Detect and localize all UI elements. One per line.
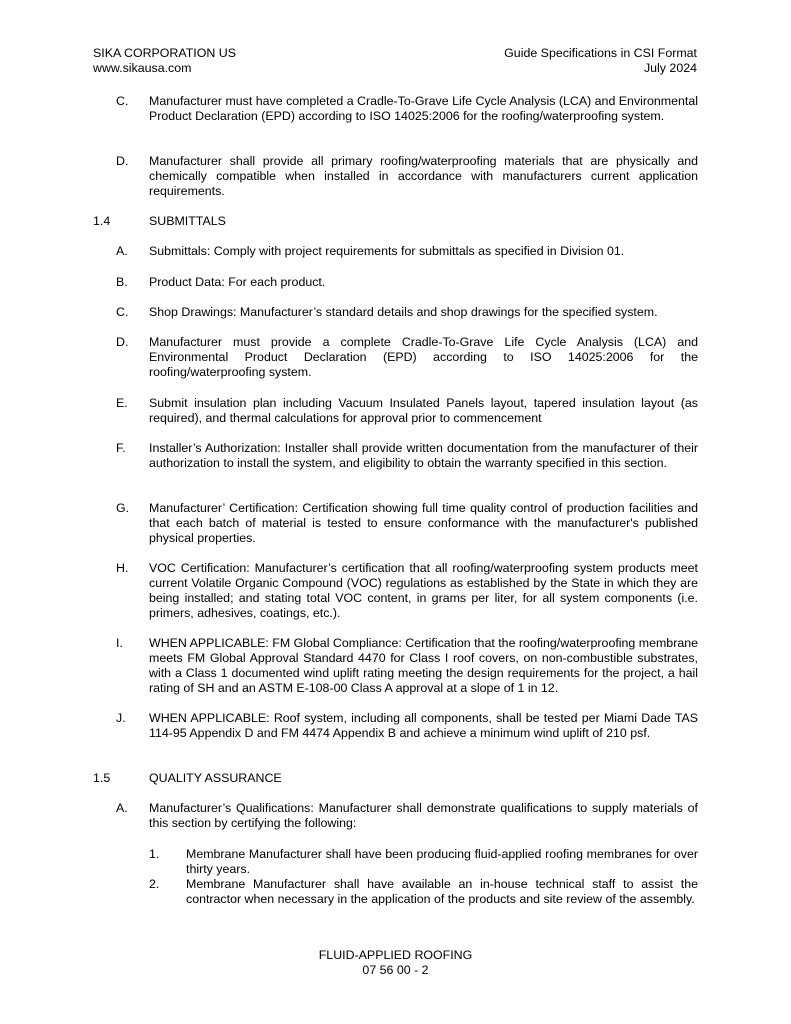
list-item-label: E. xyxy=(116,396,128,410)
list-item xyxy=(116,501,698,546)
list-item-label: A. xyxy=(116,244,128,258)
list-item xyxy=(116,801,698,831)
list-item xyxy=(116,335,698,380)
section-title: QUALITY ASSURANCE xyxy=(149,771,282,785)
sub-list-item-label: 1. xyxy=(149,847,160,861)
footer-page-number: 07 56 00 - 2 xyxy=(362,963,429,977)
list-item xyxy=(116,396,698,426)
list-item-label: B. xyxy=(116,275,128,289)
section-number: 1.4 xyxy=(93,214,111,228)
list-item-text: Submit insulation plan including Vacuum Insulated Panels layout, tapered insulation layout (as required), and thermal calculations for approval prior to commencement xyxy=(149,396,698,425)
list-item-text: Product Data: For each product. xyxy=(149,275,326,289)
list-item-text: Manufacturer shall provide all primary roofing/waterproofing materials that are physically and chemically compatible when installed in accordance with manufacturers current application requirements. xyxy=(149,154,698,198)
list-item-label: C. xyxy=(116,94,129,108)
list-item-text: VOC Certification: Manufacturer’s certification that all roofing/waterproofing system products meet current Volatile Organic Compound (VOC) regulations as established by the State in which they are being installed; and stating total VOC content, in grams per liter, for all system components (i.e. primers, adhesives, coatings, etc.). xyxy=(149,561,698,620)
list-item-label: H. xyxy=(116,561,129,575)
list-item xyxy=(116,711,698,741)
list-item xyxy=(116,305,698,320)
document-type: Guide Specifications in CSI Format xyxy=(504,46,697,60)
company-name: SIKA CORPORATION US xyxy=(93,46,236,60)
list-item-text: Shop Drawings: Manufacturer’s standard details and shop drawings for the specified system. xyxy=(149,305,658,319)
header-left xyxy=(93,46,236,76)
company-website: www.sikausa.com xyxy=(93,61,192,75)
list-item-label: C. xyxy=(116,305,129,319)
list-item-text: Installer’s Authorization: Installer shall provide written documentation from the manufacturer of their authorization to install the system, and eligibility to obtain the warranty specified in this section. xyxy=(149,441,698,470)
list-item-text: WHEN APPLICABLE: FM Global Compliance: Certification that the roofing/waterproofing membrane meets FM Global Approval Standard 4470 for Class I roof covers, on non-combustible substrates, with a Class 1 documented wind uplift rating meeting the design requirements for the project, a hail rating of SH and an ASTM E-108-00 Class A approval at a slope of 1 in 12. xyxy=(149,636,698,695)
list-item-text: Manufacturer must provide a complete Cradle-To-Grave Life Cycle Analysis (LCA) and Environmental Product Declaration (EPD) according to ISO 14025:2006 for the roofing/waterproofing system. xyxy=(149,335,698,379)
sub-list-item-text: Membrane Manufacturer shall have been producing fluid-applied roofing membranes for over thirty years. xyxy=(186,847,698,876)
list-item-text: Manufacturer’s Qualifications: Manufacturer shall demonstrate qualifications to supply materials of this section by certifying the following: xyxy=(149,801,698,830)
list-item xyxy=(116,244,698,259)
document-date: July 2024 xyxy=(643,61,697,75)
list-item-label: I. xyxy=(116,636,123,650)
list-item-text: Submittals: Comply with project requirements for submittals as specified in Division 01. xyxy=(149,244,625,258)
list-item-label: F. xyxy=(116,441,126,455)
list-item-label: D. xyxy=(116,335,129,349)
sub-list-item xyxy=(149,877,698,907)
section-title: SUBMITTALS xyxy=(149,214,226,228)
list-item xyxy=(116,636,698,696)
list-item xyxy=(116,154,698,199)
list-item-label: J. xyxy=(116,711,126,725)
list-item-text: Manufacturer must have completed a Cradle-To-Grave Life Cycle Analysis (LCA) and Environmental Product Declaration (EPD) according to ISO 14025:2006 for the roofing/waterproofing system. xyxy=(149,94,698,123)
list-item xyxy=(116,441,698,471)
list-item-label: G. xyxy=(116,501,130,515)
list-item xyxy=(116,561,698,621)
sub-list-item-label: 2. xyxy=(149,877,160,891)
list-item xyxy=(116,275,698,290)
sub-list-item xyxy=(149,847,698,877)
page-footer xyxy=(0,948,791,978)
list-item xyxy=(116,94,698,124)
list-item-label: D. xyxy=(116,154,129,168)
section-number: 1.5 xyxy=(93,771,111,785)
header-right xyxy=(504,46,697,76)
list-item-label: A. xyxy=(116,801,128,815)
footer-title: FLUID-APPLIED ROOFING xyxy=(318,948,473,962)
sub-list-item-text: Membrane Manufacturer shall have available an in-house technical staff to assist the contractor when necessary in the application of the products and site review of the assembly. xyxy=(186,877,698,906)
list-item-text: WHEN APPLICABLE: Roof system, including all components, shall be tested per Miami Dade TAS 114-95 Appendix D and FM 4474 Appendix B and achieve a minimum wind uplift of 210 psf. xyxy=(149,711,698,740)
list-item-text: Manufacturer’ Certification: Certification showing full time quality control of production facilities and that each batch of material is tested to ensure conformance with the manufacturer's published physical properties. xyxy=(149,501,698,545)
